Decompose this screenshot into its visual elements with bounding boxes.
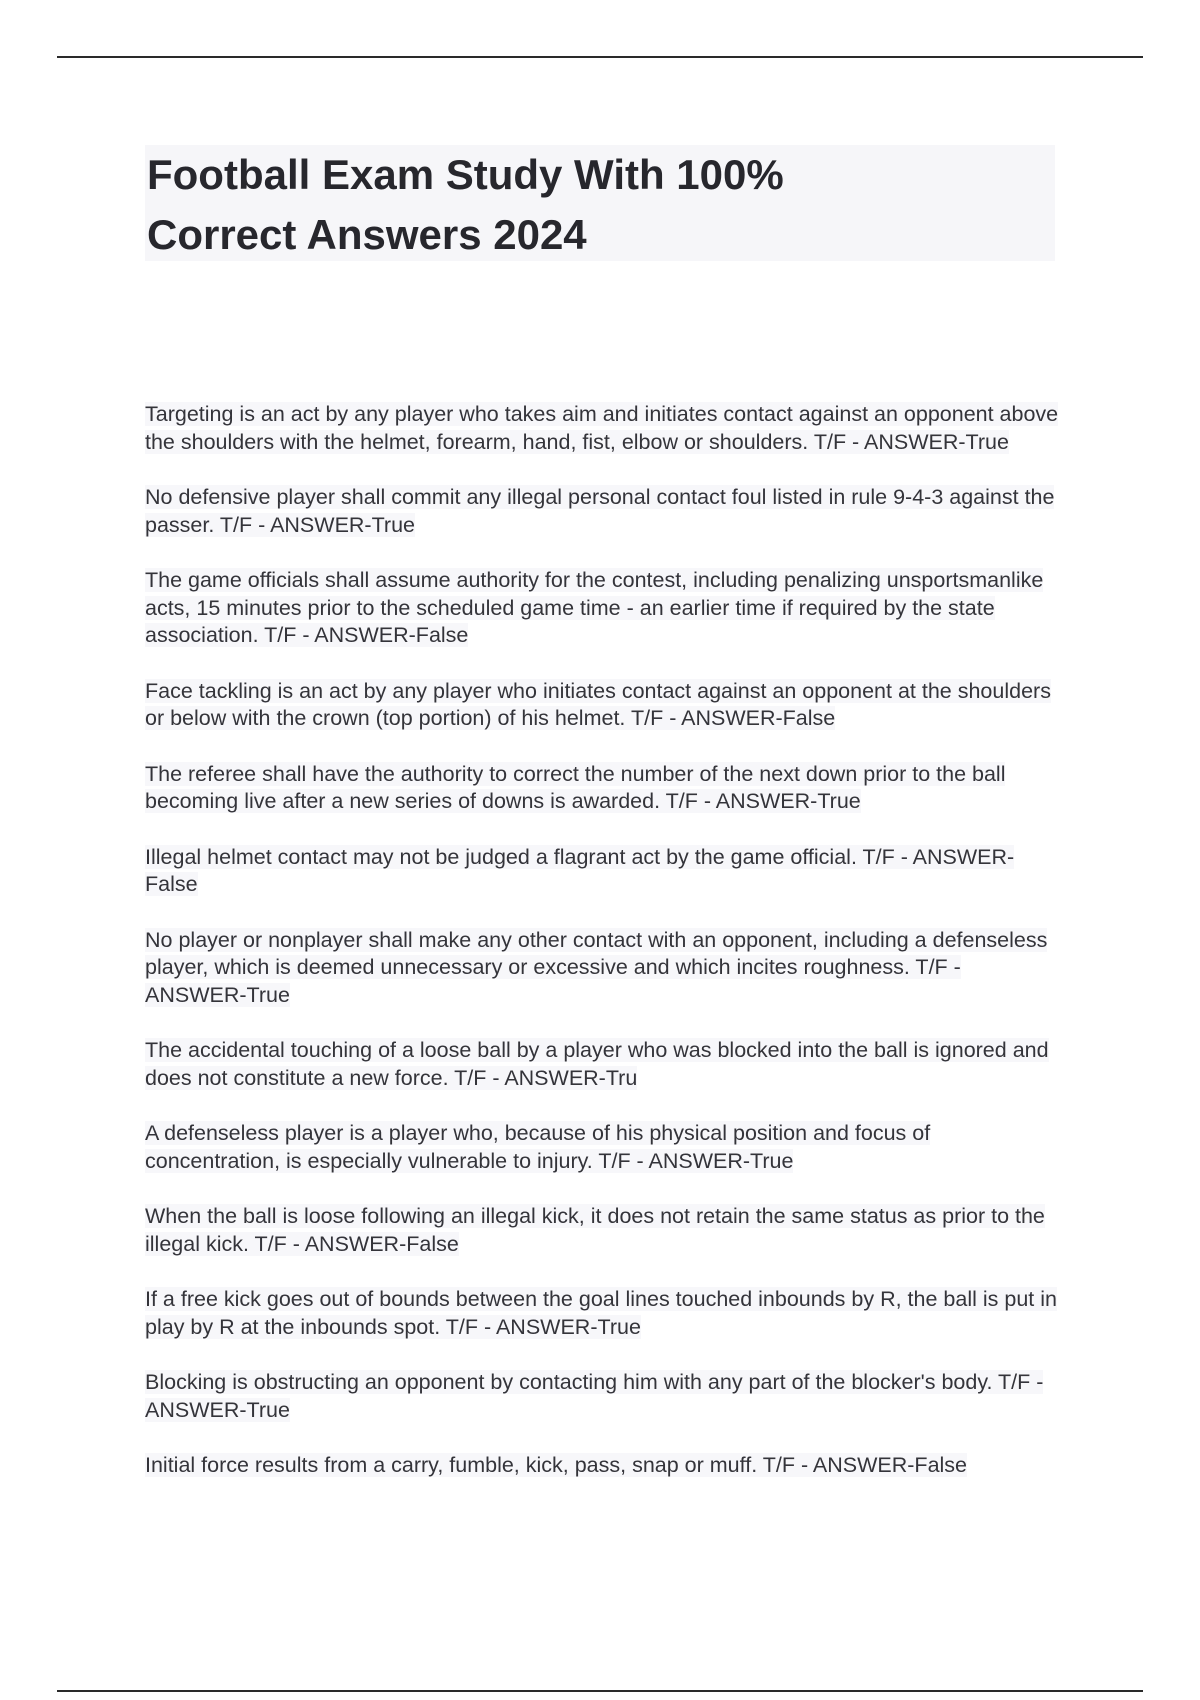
qa-item-text: Targeting is an act by any player who takes aim and initiates contact against an opponent above the shoulders with the helmet, forearm, hand, fist, elbow or shoulders. T/F - ANSWER-True	[145, 402, 1059, 454]
qa-item	[145, 1037, 1060, 1092]
qa-item-text: A defenseless player is a player who, because of his physical position and focus of concentration, is especially vulnerable to injury. T/F - ANSWER-True	[145, 1121, 931, 1173]
qa-item	[145, 761, 1060, 816]
bottom-divider	[57, 1690, 1143, 1692]
qa-item	[145, 844, 1060, 899]
qa-item-text: Illegal helmet contact may not be judged a flagrant act by the game official. T/F - ANSWER-False	[145, 844, 1015, 896]
qa-item-text: No defensive player shall commit any illegal personal contact foul listed in rule 9-4-3 against the passer. T/F - ANSWER-True	[145, 485, 1055, 537]
qa-item-text: The game officials shall assume authority for the contest, including penalizing unsportsmanlike acts, 15 minutes prior to the scheduled game time - an earlier time if required by the state association. T/F - ANSWER-False	[145, 568, 1044, 647]
qa-item-text: Initial force results from a carry, fumble, kick, pass, snap or muff. T/F - ANSWER-False	[145, 1453, 968, 1477]
qa-item	[145, 927, 1060, 1010]
qa-list	[145, 401, 1060, 1508]
top-divider	[57, 56, 1143, 58]
qa-item-text: The referee shall have the authority to correct the number of the next down prior to the ball becoming live after a new series of downs is awarded. T/F - ANSWER-True	[145, 761, 1006, 813]
qa-item	[145, 1203, 1060, 1258]
qa-item-text: If a free kick goes out of bounds between the goal lines touched inbounds by R, the ball is put in play by R at the inbounds spot. T/F - ANSWER-True	[145, 1287, 1057, 1339]
qa-item	[145, 1452, 1060, 1480]
page-title: Football Exam Study With 100% Correct Answers 2024	[147, 151, 796, 258]
qa-item	[145, 678, 1060, 733]
qa-item-text: Blocking is obstructing an opponent by contacting him with any part of the blocker's body. T/F - ANSWER-True	[145, 1370, 1044, 1422]
qa-item-text: Face tackling is an act by any player who initiates contact against an opponent at the shoulders or below with the crown (top portion) of his helmet. T/F - ANSWER-False	[145, 678, 1051, 730]
qa-item	[145, 484, 1060, 539]
qa-item	[145, 1369, 1060, 1424]
qa-item	[145, 1120, 1060, 1175]
qa-item	[145, 567, 1060, 650]
title-block	[145, 145, 1055, 261]
qa-item	[145, 1286, 1060, 1341]
qa-item-text: No player or nonplayer shall make any other contact with an opponent, including a defenseless player, which is deemed unnecessary or excessive and which incites roughness. T/F - ANSWER-True	[145, 927, 1048, 1007]
qa-item-text: The accidental touching of a loose ball by a player who was blocked into the ball is ignored and does not constitute a new force. T/F - ANSWER-Tru	[145, 1038, 1049, 1090]
qa-item-text: When the ball is loose following an illegal kick, it does not retain the same status as prior to the illegal kick. T/F - ANSWER-False	[145, 1204, 1045, 1256]
qa-item	[145, 401, 1060, 456]
